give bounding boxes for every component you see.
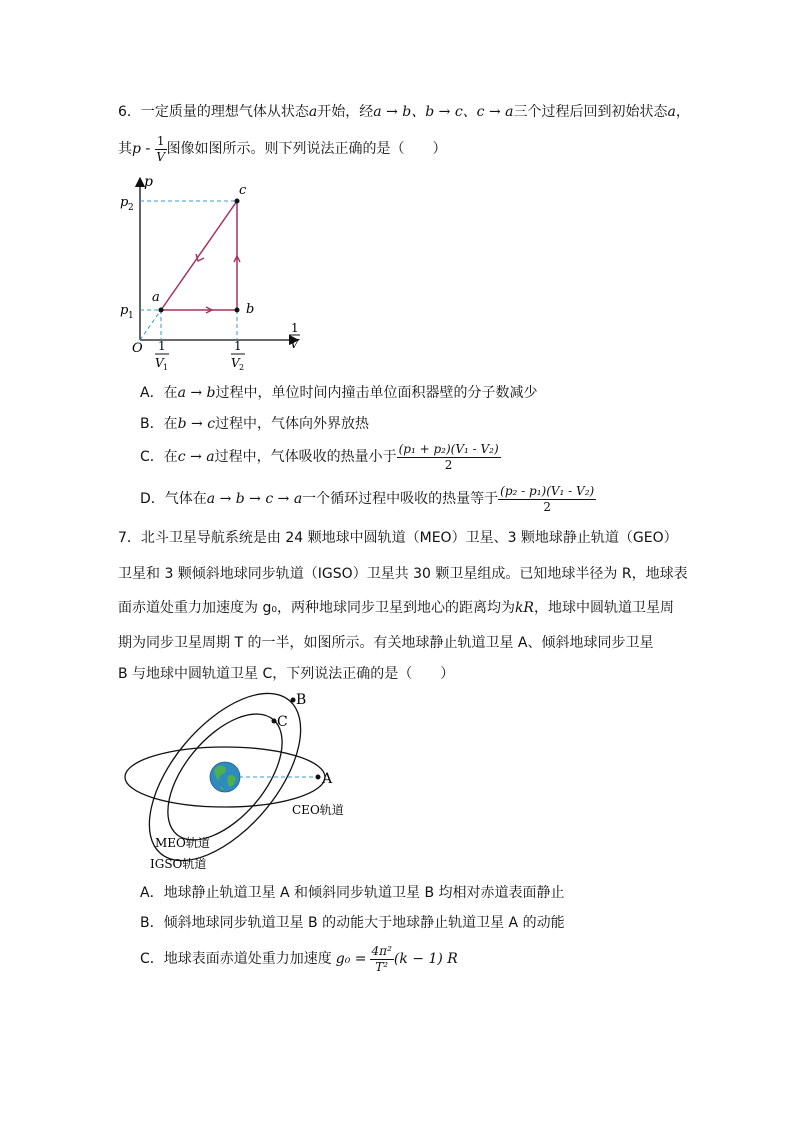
v2-subscript: 2 [239, 363, 245, 372]
y-axis-label: p [144, 174, 153, 190]
label-igso-orbit: IGSO轨道 [150, 857, 207, 871]
x-axis-label-den: V [290, 337, 299, 351]
point-a-label: a [152, 290, 160, 305]
label-meo-orbit: MEO轨道 [155, 836, 210, 850]
orbit-diagram [110, 688, 380, 878]
q6-option-b[interactable]: B．在b → c过程中，气体向外界放热 [140, 416, 370, 432]
q7-stem-line1: 7．北斗卫星导航系统是由 24 颗地球中圆轨道（MEO）卫星、3 颗地球静止轨道（GEO） [118, 530, 678, 546]
label-b: B [296, 692, 307, 708]
process-ca [161, 201, 237, 310]
q6-stem-line2: 其p - $\frac{1}{V}$ 图像如图所示。则下列说法正确的是（ ） [118, 133, 447, 164]
point-a [159, 308, 164, 313]
p1-subscript: 1 [128, 311, 134, 321]
label-geo-orbit: CEO轨道 [292, 803, 344, 817]
v1-den: V [155, 356, 164, 370]
q6-option-d-fraction: $\frac{\text{(p₂ - p₁)(V₁ - V₂)}}{2}$ [500, 483, 595, 514]
label-a: A [322, 771, 333, 787]
origin-guide [140, 310, 161, 340]
q7-stem-line3: 面赤道处重力加速度为 g₀，两种地球同步卫星到地心的距离均为kR，地球中圆轨道卫星周 [118, 600, 674, 616]
satellite-a [316, 775, 321, 780]
satellite-b [291, 698, 296, 703]
q7-option-b[interactable]: B．倾斜地球同步轨道卫星 B 的动能大于地球静止轨道卫星 A 的动能 [140, 915, 565, 931]
origin-label: O [132, 341, 143, 356]
q7-option-c[interactable]: C．地球表面赤道处重力加速度 g₀ = $\frac{\text{4π²}}{\text{T²}}$ (k − 1) R [140, 943, 458, 974]
q6-option-d[interactable]: D．气体在a → b → c → a一个循环过程中吸收的热量等于 $\frac{\text{(p₂ - p₁)(V₁ - V₂)}}{2}$ [140, 483, 595, 514]
earth-icon [210, 762, 240, 792]
label-c: C [277, 714, 288, 730]
q6-option-a[interactable]: A．在a → b过程中，单位时间内撞击单位面积器壁的分子数减少 [140, 385, 538, 401]
p1-label: p [120, 303, 129, 318]
q6-stem-fraction: $\frac{1}{V}$ [156, 133, 166, 164]
q6-stem-line1: 6．一定质量的理想气体从状态a开始，经a → b、b → c、c → a三个过程后回到初始状态a， [118, 104, 690, 120]
q7-stem-line4: 期为同步卫星周期 T 的一半，如图所示。有关地球静止轨道卫星 A、倾斜地球同步卫星 [118, 635, 654, 651]
q6-option-c-fraction: $\frac{\text{(p₁ + p₂)(V₁ - V₂)}}{2}$ [398, 441, 499, 472]
v1-subscript: 1 [163, 363, 169, 372]
point-c-label: c [239, 183, 247, 198]
q7-option-c-fraction: $\frac{\text{4π²}}{\text{T²}}$ [371, 943, 392, 974]
v2-num: 1 [234, 339, 242, 353]
point-b [235, 308, 240, 313]
v1-num: 1 [158, 339, 166, 353]
x-axis-label-num: 1 [291, 321, 299, 335]
q7-option-a[interactable]: A．地球静止轨道卫星 A 和倾斜同步轨道卫星 B 均相对赤道表面静止 [140, 885, 565, 901]
v2-den: V [231, 356, 240, 370]
point-c [235, 199, 240, 204]
q7-stem-line2: 卫星和 3 颗倾斜地球同步轨道（IGSO）卫星共 30 颗卫星组成。已知地球半径为 R，地球表 [118, 566, 688, 582]
satellite-c [272, 719, 277, 724]
pv-graph [110, 170, 310, 375]
p2-label: p [120, 195, 129, 210]
q7-stem-line5: B 与地球中圆轨道卫星 C，下列说法正确的是（ ） [118, 666, 455, 682]
p2-subscript: 2 [128, 203, 134, 213]
q6-option-c[interactable]: C．在c → a过程中，气体吸收的热量小于 $\frac{\text{(p₁ + p₂)(V₁ - V₂)}}{2}$ [140, 441, 499, 472]
point-b-label: b [246, 302, 255, 317]
